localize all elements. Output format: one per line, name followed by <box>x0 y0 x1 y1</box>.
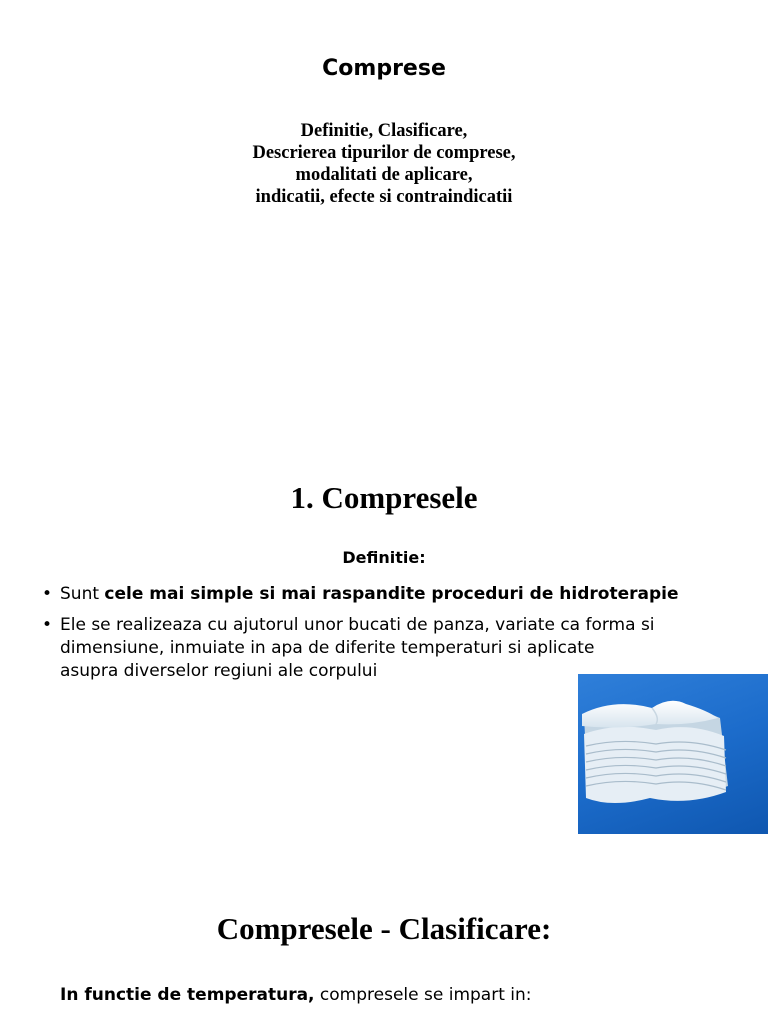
slide-subtitle <box>0 120 768 208</box>
slide-definition-heading: 1. Compresele <box>290 480 478 515</box>
definition-label: Definitie: <box>342 548 426 567</box>
subtitle-line: indicatii, efecte si contraindicatii <box>255 187 513 207</box>
bullet-item <box>42 583 740 606</box>
bullet-bold-text: cele mai simple si mai raspandite proceduri de hidroterapie <box>104 584 679 604</box>
bullet-line: Ele se realizeaza cu ajutorul unor bucati de panza, variate ca forma si <box>60 615 655 635</box>
bullet-item <box>42 614 740 683</box>
slide-classification-heading: Compresele - Clasificare: <box>216 911 552 946</box>
bullet-icon: • <box>42 584 53 604</box>
bullet-line: asupra diverselor regiuni ale corpului <box>60 661 378 681</box>
bullet-icon: • <box>42 615 53 635</box>
classification-intro <box>60 985 532 1005</box>
gauze-stack-photo-icon <box>578 674 768 834</box>
bullet-line: dimensiune, inmuiate in apa de diferite temperaturi si aplicate <box>60 638 595 658</box>
slide-classification <box>0 895 768 1024</box>
slide-title <box>0 0 768 300</box>
subtitle-line: Descrierea tipurilor de comprese, <box>252 143 516 163</box>
intro-bold-text: In functie de temperatura, <box>60 985 315 1005</box>
slide-title-heading: Comprese <box>322 56 446 81</box>
definition-bullet-list <box>42 583 679 691</box>
bullet-prefix: Sunt <box>60 584 105 604</box>
gauze-stack-illustration <box>578 674 768 834</box>
intro-rest-text: compresele se impart in: <box>314 985 532 1005</box>
subtitle-line: Definitie, Clasificare, <box>300 121 468 141</box>
subtitle-line: modalitati de aplicare, <box>295 165 473 185</box>
